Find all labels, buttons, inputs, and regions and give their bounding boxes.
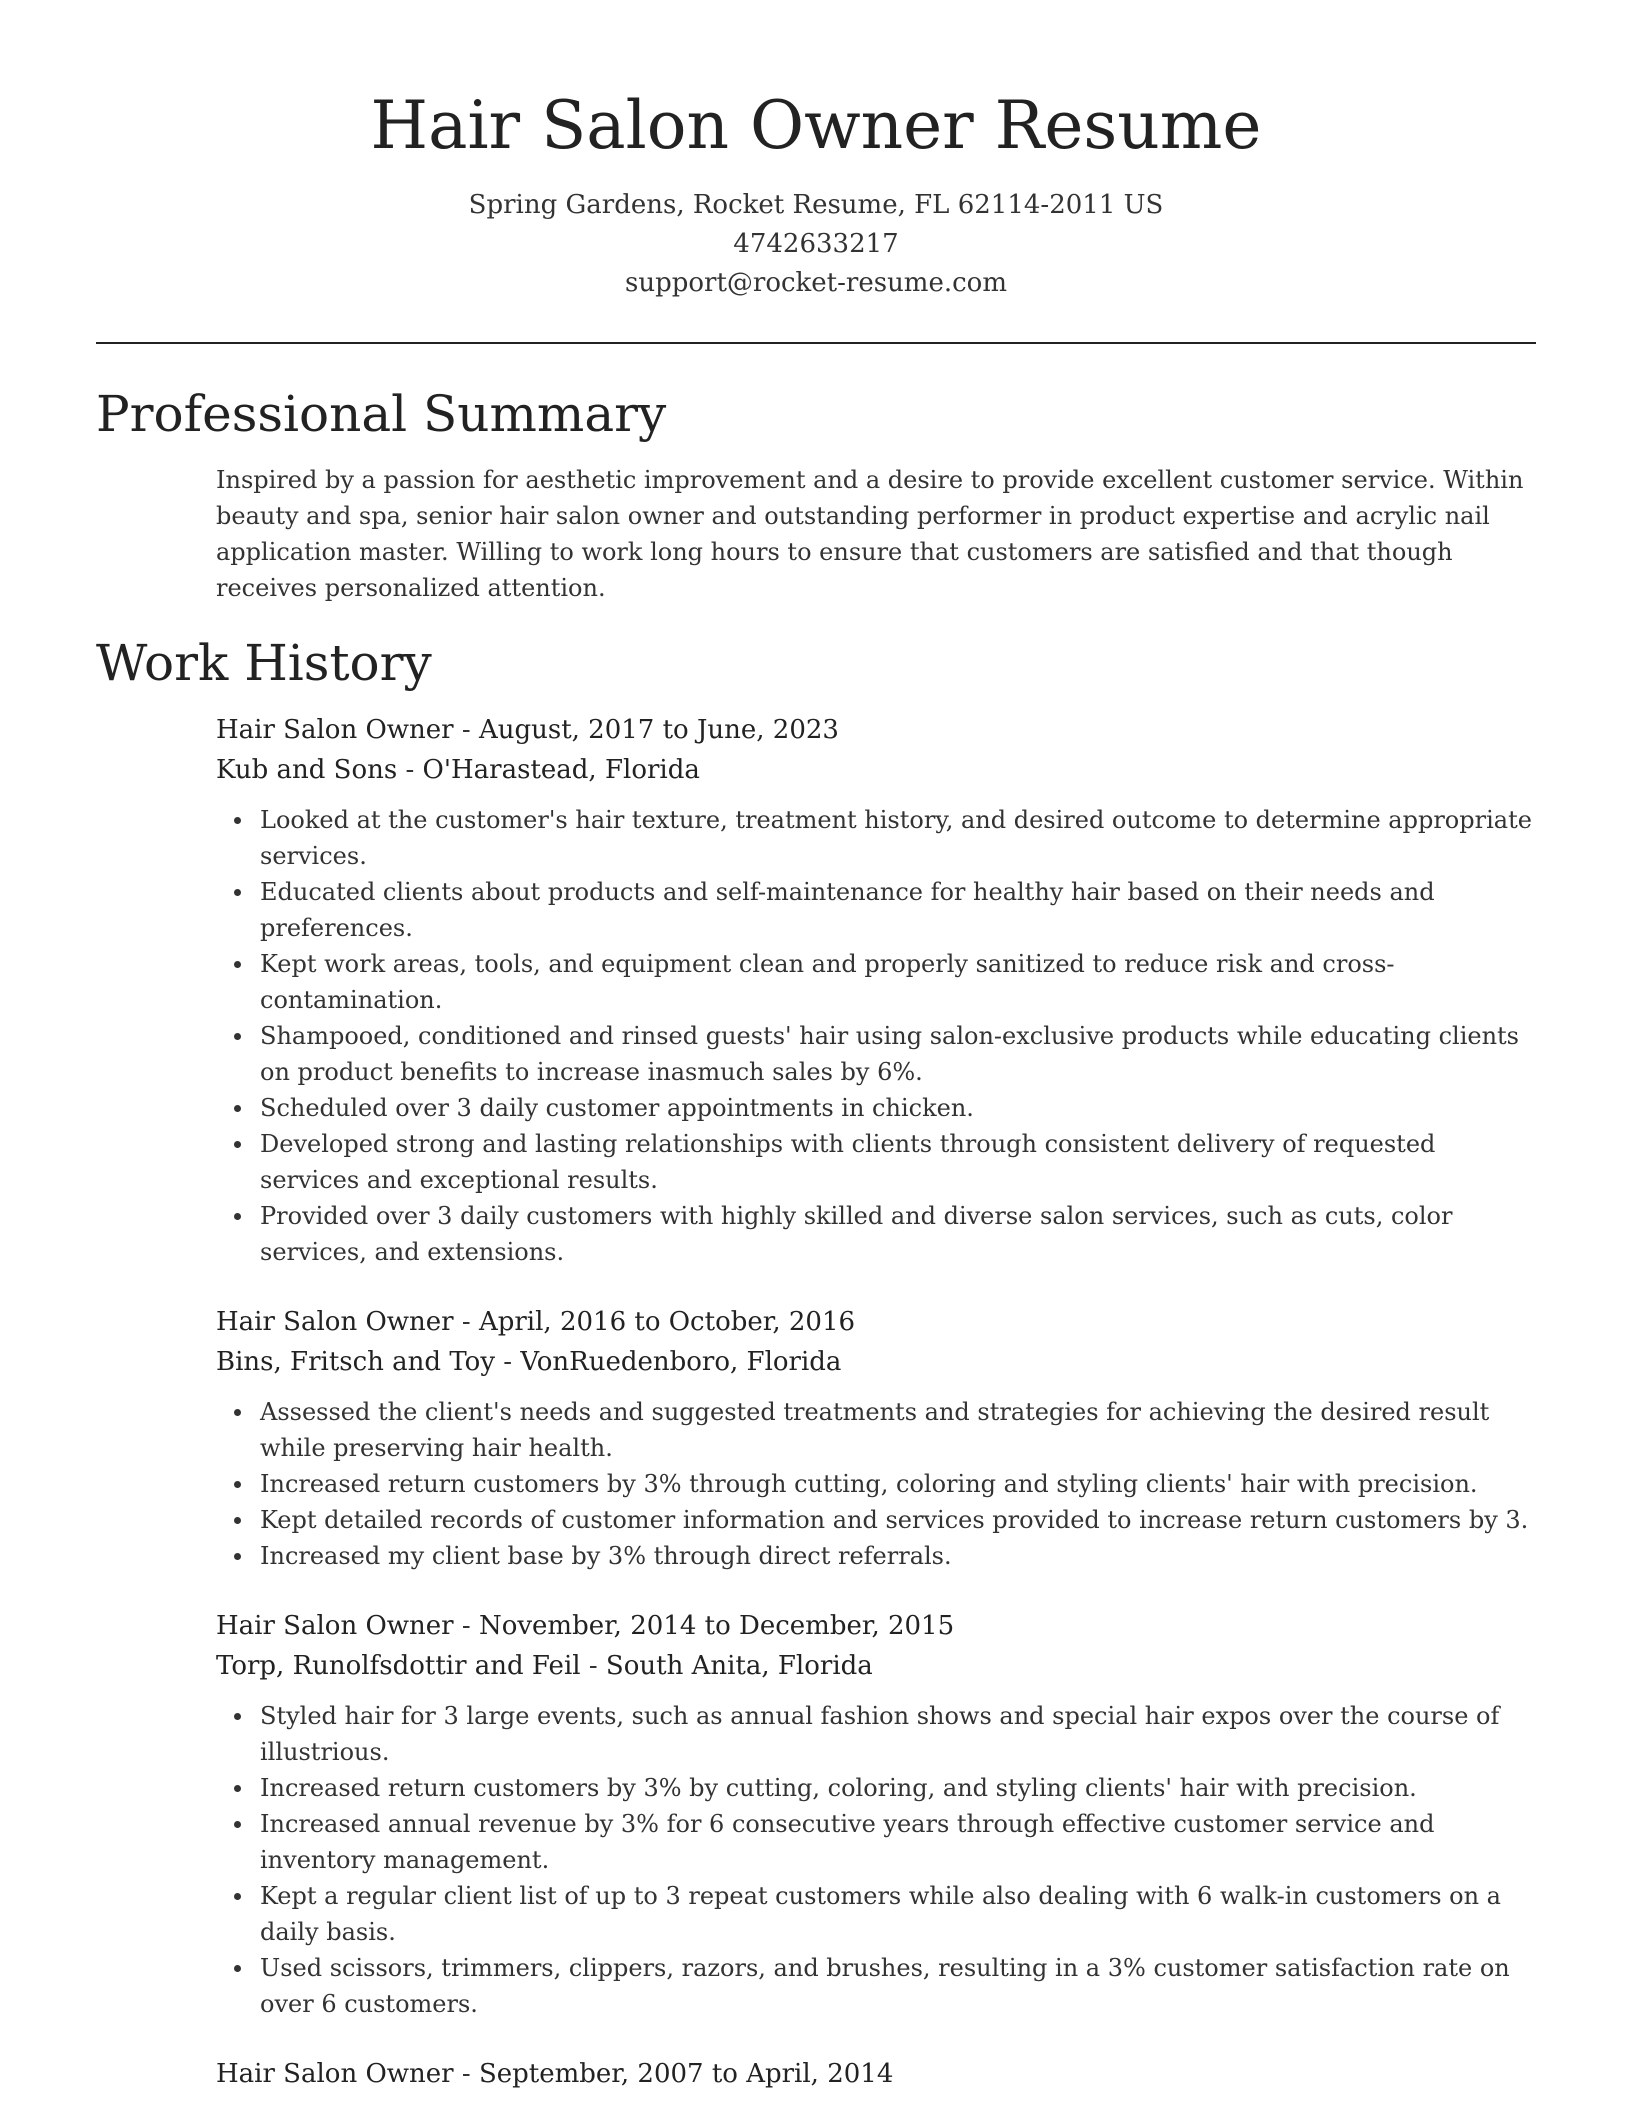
job-location: O'Harastead, Florida [422,755,700,785]
job-dates: August, 2017 to June, 2023 [478,715,839,745]
resume-title: Hair Salon Owner Resume [370,87,1262,164]
job-company: Torp, Runolfsdottir and Feil [216,1651,581,1681]
job-bullet: Used scissors, trimmers, clippers, razors, and brushes, resulting in a 3% customer satisfaction rate on over 6 customers. [260,1950,1534,2022]
summary-heading: Professional Summary [96,385,667,443]
job-bullet: Increased my client base by 3% through direct referrals. [260,1538,1534,1574]
job-separator: - [495,1347,521,1377]
job-separator: - [453,715,479,745]
job-bullet: Educated clients about products and self-maintenance for healthy hair based on their needs and preferences. [260,874,1534,946]
job-bullet: Kept work areas, tools, and equipment clean and properly sanitized to reduce risk and cross-contamination. [260,946,1534,1018]
job-entry [216,2054,1534,2094]
job-entry [216,1606,1534,2022]
job-bullet: Kept detailed records of customer information and services provided to increase return customers by 3. [260,1502,1534,1538]
header-divider [96,342,1536,344]
contact-phone: 4742633217 [733,229,899,259]
job-bullet: Shampooed, conditioned and rinsed guests' hair using salon-exclusive products while educating clients on product benefits to increase inasmuch sales by 6%. [260,1018,1534,1090]
job-bullet: Increased return customers by 3% through cutting, coloring and styling clients' hair with precision. [260,1466,1534,1502]
job-bullet: Provided over 3 daily customers with highly skilled and diverse salon services, such as cuts, color services, and extensions. [260,1198,1534,1270]
job-dates: November, 2014 to December, 2015 [478,1611,955,1641]
resume-header [96,84,1536,303]
job-bullet: Styled hair for 3 large events, such as annual fashion shows and special hair expos over the course of illustrious. [260,1698,1534,1770]
job-company: Bins, Fritsch and Toy [216,1347,496,1377]
job-separator: - [397,755,423,785]
job-title: Hair Salon Owner [216,1307,454,1337]
job-separator: - [453,1307,479,1337]
job-dates: April, 2016 to October, 2016 [478,1307,856,1337]
contact-address: Spring Gardens, Rocket Resume, FL 62114-2011 US [468,190,1164,220]
job-title-line [216,1302,1534,1342]
job-entry [216,1302,1534,1574]
job-bullet-list [216,802,1534,1270]
job-location: VonRuedenboro, Florida [520,1347,842,1377]
job-title-line [216,710,1534,750]
work-history-heading: Work History [96,634,432,692]
job-bullet: Assessed the client's needs and suggested treatments and strategies for achieving the desired result while preserving hair health. [260,1394,1534,1466]
summary-text: Inspired by a passion for aesthetic improvement and a desire to provide excellent customer service. Within beauty and spa, senior hair salon owner and outstanding performer in product expertise and acrylic nail application master. Willing to work long hours to ensure that customers are satisfied and that though receives personalized attention. [216,466,1524,602]
job-entry [216,710,1534,1270]
job-bullet: Increased annual revenue by 3% for 6 consecutive years through effective customer service and inventory management. [260,1806,1534,1878]
job-bullet: Kept a regular client list of up to 3 repeat customers while also dealing with 6 walk-in customers on a daily basis. [260,1878,1534,1950]
job-title: Hair Salon Owner [216,1611,454,1641]
job-separator: - [453,1611,479,1641]
job-bullet: Increased return customers by 3% by cutting, coloring, and styling clients' hair with precision. [260,1770,1534,1806]
work-history-list [216,710,1534,2112]
job-bullet: Looked at the customer's hair texture, treatment history, and desired outcome to determine appropriate services. [260,802,1534,874]
job-separator: - [580,1651,606,1681]
job-title: Hair Salon Owner [216,715,454,745]
job-company-line [216,750,1534,790]
job-bullet: Developed strong and lasting relationships with clients through consistent delivery of requested services and exceptional results. [260,1126,1534,1198]
job-title: Hair Salon Owner [216,2059,454,2089]
job-location: South Anita, Florida [605,1651,873,1681]
contact-block [96,186,1536,303]
job-separator: - [453,2059,479,2089]
job-dates: September, 2007 to April, 2014 [478,2059,894,2089]
job-title-line [216,1606,1534,1646]
job-company: Kub and Sons [216,755,398,785]
job-bullet-list [216,1394,1534,1574]
job-company-line [216,1342,1534,1382]
contact-email: support@rocket-resume.com [624,268,1007,298]
job-bullet-list [216,1698,1534,2022]
job-company-line [216,1646,1534,1686]
job-title-line [216,2054,1534,2094]
job-bullet: Scheduled over 3 daily customer appointments in chicken. [260,1090,1534,1126]
